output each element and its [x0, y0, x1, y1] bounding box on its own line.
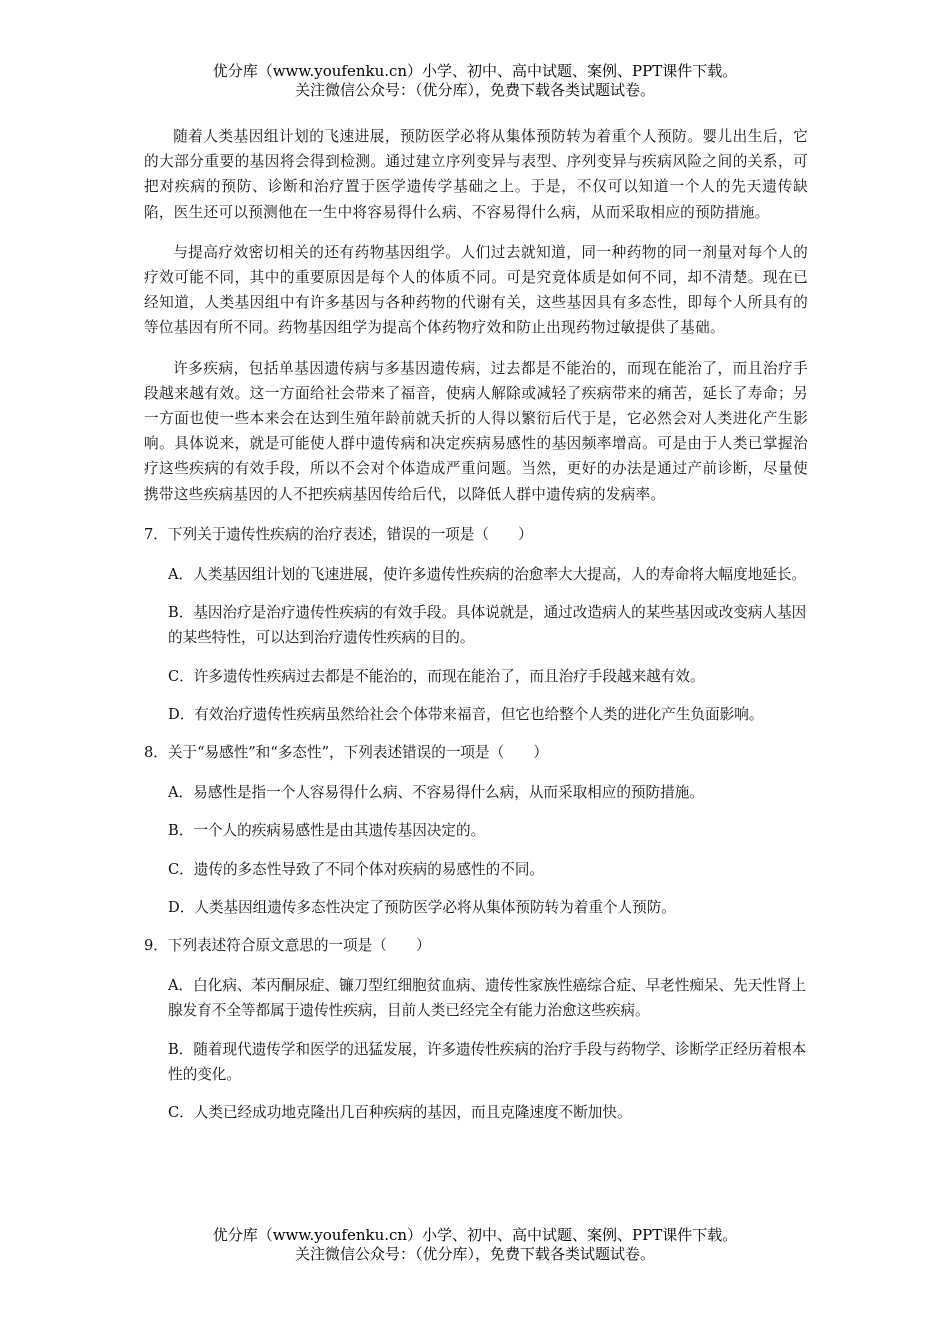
- footer-line-2: 关注微信公众号：（优分库），免费下载各类试题试卷。: [294, 1245, 655, 1263]
- question-7-option-a: A．人类基因组计划的飞速进展，使许多遗传性疾病的治愈率大大提高，人的寿命将大幅度地延长。: [168, 566, 807, 584]
- passage-paragraph-3: 许多疾病，包括单基因遗传病与多基因遗传病，过去都是不能治的，而现在能治了，而且治疗手段越来越有效。这一方面给社会带来了福音，使病人解除或减轻了疾病带来的痛苦，延长了寿命；另一方面也使一些本来会在达到生殖年龄前就夭折的人得以繁衍后代于是，它必然会对人类进化产生影响。具体说来，就是可能使人群中遗传病和决定疾病易感性的基因频率增高。可是由于人类已掌握治疗这些疾病的有效手段，所以不会对个体造成严重问题。当然，更好的办法是通过产前诊断，尽量使携带这些疾病基因的人不把疾病基因传给后代，以降低人群中遗传病的发病率。: [144, 359, 808, 503]
- page-footer: [0, 1226, 950, 1264]
- question-8-option-a: A．易感性是指一个人容易得什么病、不容易得什么病，从而采取相应的预防措施。: [168, 784, 704, 802]
- question-8-stem: 8．关于“易感性”和“多态性”，下列表述错误的一项是（ ）: [144, 744, 548, 762]
- question-7-option-c: C．许多遗传性疾病过去都是不能治的，而现在能治了，而且治疗手段越来越有效。: [168, 667, 705, 685]
- question-9-option-c: C．人类已经成功地克隆出几百种疾病的基因，而且克隆速度不断加快。: [168, 1104, 632, 1122]
- question-7-option-b: B．基因治疗是治疗遗传性疾病的有效手段。具体说就是，通过改造病人的某些基因或改变病人基因的某些特性，可以达到治疗遗传性疾病的目的。: [168, 604, 807, 647]
- question-8-option-b: B．一个人的疾病易感性是由其遗传基因决定的。: [168, 822, 486, 840]
- question-7: [144, 522, 808, 727]
- passage-paragraph-1: 随着人类基因组计划的飞速进展，预防医学必将从集体预防转为着重个人预防。婴儿出生后，它的大部分重要的基因将会得到检测。通过建立序列变异与表型、序列变异与疾病风险之间的关系，可把对疾病的预防、诊断和治疗置于医学遗传学基础之上。于是，不仅可以知道一个人的先天遗传缺陷，医生还可以预测他在一生中将容易得什么病、不容易得什么病，从而采取相应的预防措施。: [144, 128, 808, 221]
- question-7-stem: 7．下列关于遗传性疾病的治疗表述，错误的一项是（ ）: [144, 525, 533, 543]
- question-8-option-c: C．遗传的多态性导致了不同个体对疾病的易感性的不同。: [168, 860, 545, 878]
- footer-line-1: 优分库（www.youfenku.cn）小学、初中、高中试题、案例、PPT课件下载。: [212, 1226, 738, 1244]
- header-line-1: 优分库（www.youfenku.cn）小学、初中、高中试题、案例、PPT课件下载。: [212, 62, 738, 80]
- document-body: [144, 124, 808, 1138]
- question-7-option-d: D．有效治疗遗传性疾病虽然给社会个体带来福音，但它也给整个人类的进化产生负面影响。: [168, 705, 764, 723]
- passage-paragraph-2: 与提高疗效密切相关的还有药物基因组学。人们过去就知道，同一种药物的同一剂量对每个人的疗效可能不同，其中的重要原因是每个人的体质不同。可是究竟体质是如何不同，却不清楚。现在已经知道，人类基因组中有许多基因与各种药物的代谢有关，这些基因具有多态性，即每个人所具有的等位基因有所不同。药物基因组学为提高个体药物疗效和防止出现药物过敏提供了基础。: [144, 243, 808, 337]
- question-8-option-d: D．人类基因组遗传多态性决定了预防医学必将从集体预防转为着重个人预防。: [168, 898, 676, 916]
- header-line-2: 关注微信公众号：（优分库），免费下载各类试题试卷。: [294, 81, 655, 99]
- question-8: [144, 740, 808, 920]
- question-9-option-b: B．随着现代遗传学和医学的迅猛发展，许多遗传性疾病的治疗手段与药物学、诊断学正经历着根本性的变化。: [168, 1040, 807, 1083]
- question-9-option-a: A．白化病、苯丙酮尿症、镰刀型红细胞贫血病、遗传性家族性癌综合症、早老性痴呆、先天性肾上腺发育不全等都属于遗传性疾病，目前人类已经完全有能力治愈这些疾病。: [168, 977, 807, 1020]
- page-header: [0, 62, 950, 100]
- question-9-stem: 9．下列表述符合原文意思的一项是（ ）: [144, 937, 431, 955]
- question-9: [144, 933, 808, 1125]
